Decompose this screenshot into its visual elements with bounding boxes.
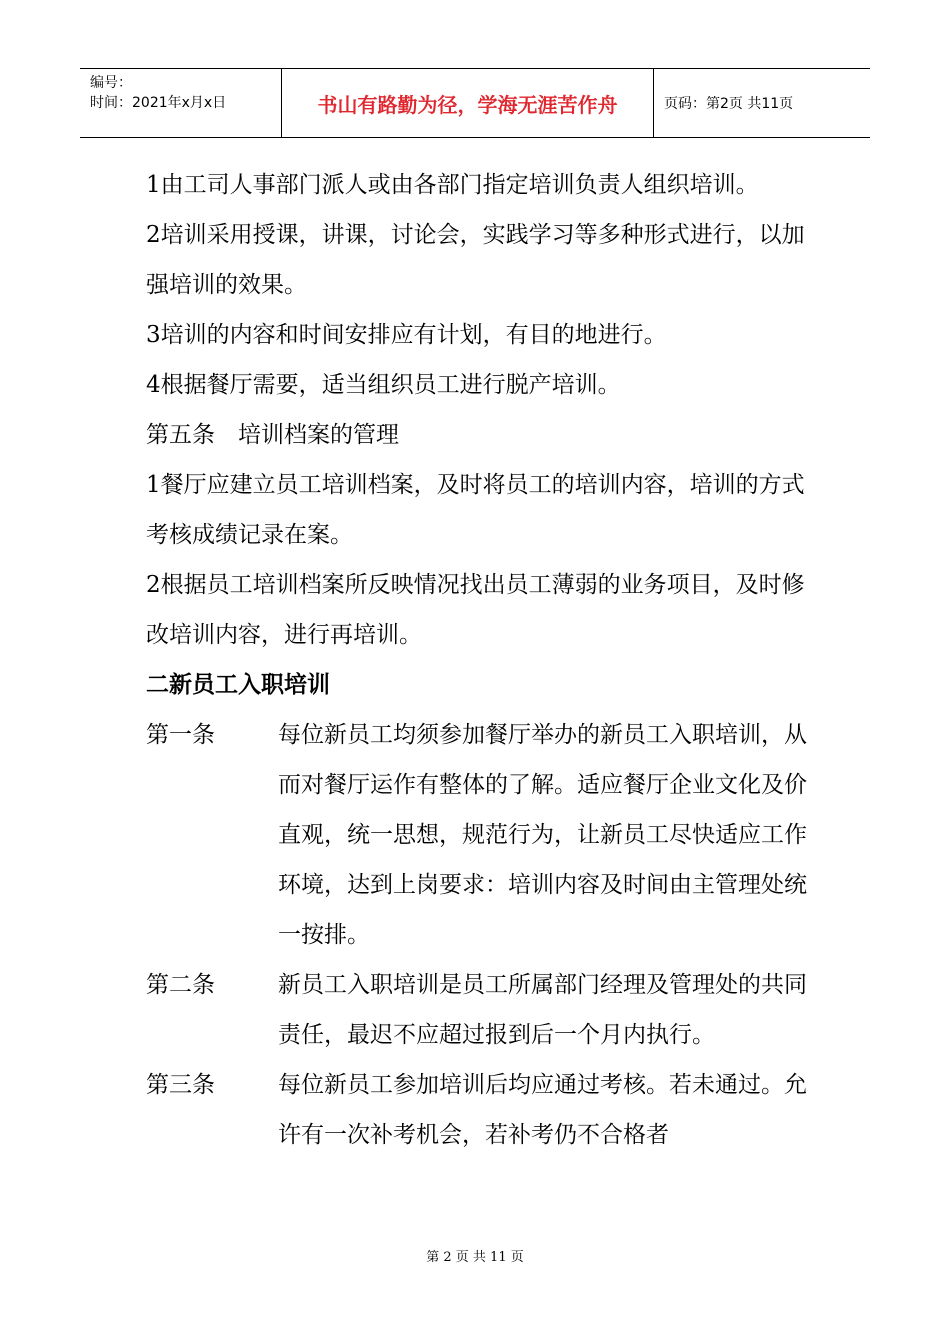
- header-meta-cell: [80, 69, 282, 137]
- article-text: 新员工入职培训是员工所属部门经理及管理处的共同责任，最迟不应超过报到后一个月内执行。: [278, 972, 807, 1048]
- document-header: [80, 68, 870, 138]
- article-text: 每位新员工参加培训后均应通过考核。若未通过。允许有一次补考机会，若补考仍不合格者: [278, 1072, 807, 1148]
- paragraph: 2根据员工培训档案所反映情况找出员工薄弱的业务项目，及时修改培训内容，进行再培训。: [146, 572, 805, 648]
- article-heading: 第五条 培训档案的管理: [146, 422, 399, 448]
- document-body: [146, 160, 816, 1160]
- section-heading: 二新员工入职培训: [146, 672, 330, 698]
- time-label: 时间：2021年x月x日: [90, 95, 227, 111]
- page-footer: 第 2 页 共 11 页: [426, 1250, 524, 1265]
- paragraph: 3培训的内容和时间安排应有计划，有目的地进行。: [146, 322, 667, 348]
- article-item: [146, 710, 816, 960]
- header-page-info: 页码：第2页 共11页: [664, 96, 794, 112]
- article-item: [146, 960, 816, 1060]
- article-text: 每位新员工均须参加餐厅举办的新员工入职培训，从而对餐厅运作有整体的了解。适应餐厅企业文化及价直观，统一思想，规范行为，让新员工尽快适应工作环境，达到上岗要求：培训内容及时间由主管理处统一按排。: [278, 722, 807, 948]
- header-motto: 书山有路勤为径，学海无涯苦作舟: [282, 69, 654, 137]
- article-item: [146, 1060, 816, 1160]
- number-label: 编号：: [90, 75, 132, 91]
- paragraph: 1餐厅应建立员工培训档案，及时将员工的培训内容，培训的方式考核成绩记录在案。: [146, 472, 805, 548]
- article-label: 第三条: [146, 1072, 215, 1098]
- paragraph: 4根据餐厅需要，适当组织员工进行脱产培训。: [146, 372, 621, 398]
- article-label: 第二条: [146, 972, 215, 998]
- paragraph: 1由工司人事部门派人或由各部门指定培训负责人组织培训。: [146, 172, 759, 198]
- paragraph: 2培训采用授课，讲课，讨论会，实践学习等多种形式进行，以加强培训的效果。: [146, 222, 805, 298]
- article-label: 第一条: [146, 722, 215, 748]
